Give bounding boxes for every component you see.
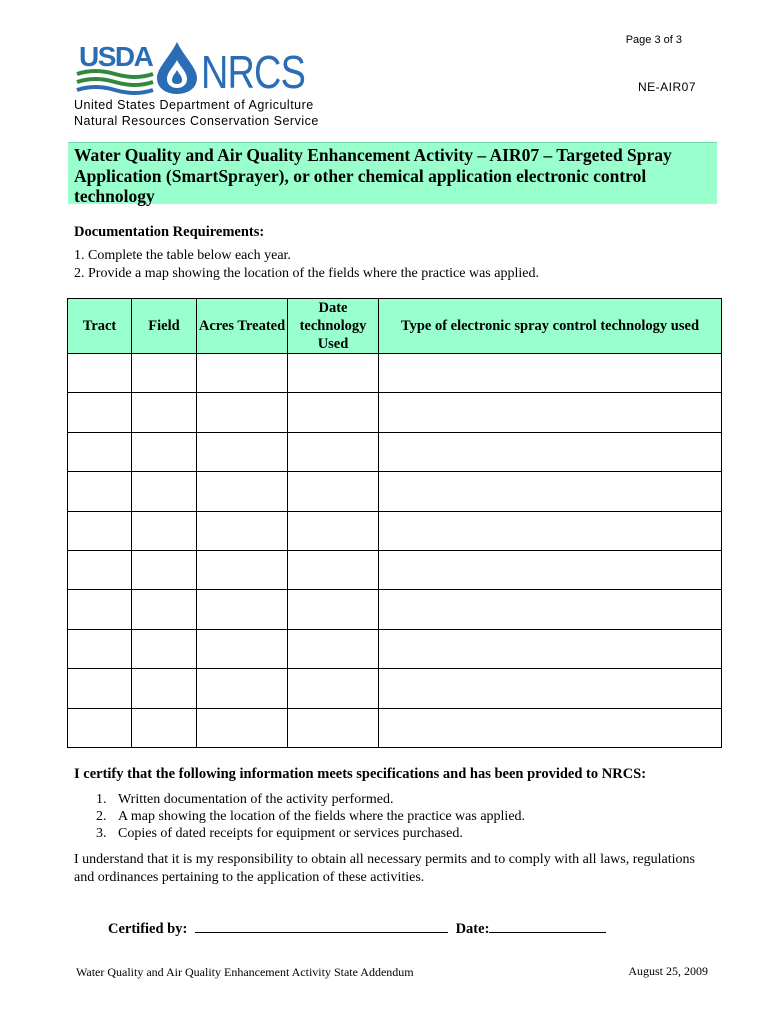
field-cell[interactable]: [132, 669, 197, 708]
acres-treated-cell[interactable]: [197, 669, 288, 708]
technology-type-cell[interactable]: [379, 354, 722, 393]
table-row: [68, 708, 722, 747]
certified-by-blank[interactable]: [195, 918, 448, 933]
certified-by-label: Certified by:: [108, 921, 188, 937]
field-cell[interactable]: [132, 590, 197, 629]
technology-type-cell[interactable]: [379, 432, 722, 471]
field-cell[interactable]: [132, 432, 197, 471]
tract-cell[interactable]: [68, 432, 132, 471]
table-row: [68, 472, 722, 511]
logo-usda-text: USDA: [79, 41, 153, 72]
activity-log-table: [67, 298, 722, 748]
compliance-statement: I understand that it is my responsibility to obtain all necessary permits and to comply with all laws, regulations and ordinances pertaining to the application of these activities.: [74, 852, 695, 885]
technology-type-cell[interactable]: [379, 472, 722, 511]
technology-type-cell[interactable]: [379, 708, 722, 747]
footer-addendum: Water Quality and Air Quality Enhancement Activity State Addendum: [76, 965, 414, 979]
table-row: [68, 590, 722, 629]
acres-treated-cell[interactable]: [197, 629, 288, 668]
water-drop-icon: [157, 42, 197, 94]
date-used-cell[interactable]: [288, 669, 379, 708]
agency-line-usda: United States Department of Agriculture: [74, 98, 314, 112]
field-cell[interactable]: [132, 511, 197, 550]
col-header-field: Field: [132, 299, 197, 354]
col-header-tract: Tract: [68, 299, 132, 354]
date-used-cell[interactable]: [288, 550, 379, 589]
technology-type-cell[interactable]: [379, 590, 722, 629]
footer-date: August 25, 2009: [628, 964, 708, 978]
col-header-date-technology-used: Date technology Used: [288, 299, 379, 354]
certification-heading: I certify that the following information meets specifications and has been provided to NRCS:: [74, 766, 647, 782]
certification-item-text: Written documentation of the activity performed.: [118, 792, 394, 807]
documentation-requirements-list: [74, 247, 539, 283]
field-cell[interactable]: [132, 393, 197, 432]
date-used-cell[interactable]: [288, 472, 379, 511]
agency-line-nrcs: Natural Resources Conservation Service: [74, 114, 319, 128]
certification-list: [96, 791, 525, 842]
table-row: [68, 550, 722, 589]
signature-line: [108, 918, 606, 938]
acres-treated-cell[interactable]: [197, 432, 288, 471]
field-cell[interactable]: [132, 629, 197, 668]
certification-item: [96, 791, 525, 808]
page-number: Page 3 of 3: [625, 34, 682, 46]
date-blank[interactable]: [489, 918, 606, 933]
usda-nrcs-logo: [77, 38, 307, 96]
technology-type-cell[interactable]: [379, 669, 722, 708]
table-row: [68, 432, 722, 471]
table-body: [68, 354, 722, 748]
technology-type-cell[interactable]: [379, 550, 722, 589]
tract-cell[interactable]: [68, 629, 132, 668]
acres-treated-cell[interactable]: [197, 550, 288, 589]
tract-cell[interactable]: [68, 708, 132, 747]
logo-blue-swoosh-bottom: [77, 87, 153, 93]
logo-green-swoosh-mid: [77, 79, 153, 85]
date-used-cell[interactable]: [288, 708, 379, 747]
certification-item-number: 2.: [96, 809, 107, 824]
acres-treated-cell[interactable]: [197, 708, 288, 747]
tract-cell[interactable]: [68, 354, 132, 393]
document-title: Water Quality and Air Quality Enhancement Activity – AIR07 – Targeted Spray Application (SmartSprayer), or other chemical application electronic control technology: [68, 142, 717, 204]
date-used-cell[interactable]: [288, 590, 379, 629]
field-cell[interactable]: [132, 708, 197, 747]
date-used-cell[interactable]: [288, 393, 379, 432]
acres-treated-cell[interactable]: [197, 511, 288, 550]
table-row: [68, 354, 722, 393]
table-header-row: [68, 299, 722, 354]
tract-cell[interactable]: [68, 669, 132, 708]
document-code: NE-AIR07: [637, 80, 696, 94]
date-used-cell[interactable]: [288, 511, 379, 550]
field-cell[interactable]: [132, 354, 197, 393]
requirement-item: 1. Complete the table below each year.: [74, 248, 291, 263]
date-used-cell[interactable]: [288, 432, 379, 471]
tract-cell[interactable]: [68, 511, 132, 550]
col-header-technology-type: Type of electronic spray control technology used: [379, 299, 722, 354]
technology-type-cell[interactable]: [379, 393, 722, 432]
date-used-cell[interactable]: [288, 354, 379, 393]
date-used-cell[interactable]: [288, 629, 379, 668]
tract-cell[interactable]: [68, 393, 132, 432]
technology-type-cell[interactable]: [379, 511, 722, 550]
tract-cell[interactable]: [68, 550, 132, 589]
certification-item: [96, 808, 525, 825]
documentation-requirements-heading: Documentation Requirements:: [74, 224, 265, 240]
certification-item: [96, 825, 525, 842]
certification-item-number: 1.: [96, 792, 107, 807]
requirement-item: 2. Provide a map showing the location of the fields where the practice was applied.: [74, 266, 539, 281]
logo-nrcs-text: NRCS: [201, 46, 305, 98]
col-header-acres-treated: Acres Treated: [197, 299, 288, 354]
date-label: Date:: [455, 921, 490, 937]
tract-cell[interactable]: [68, 472, 132, 511]
table-row: [68, 669, 722, 708]
certification-item-text: A map showing the location of the fields where the practice was applied.: [118, 809, 526, 824]
certification-item-text: Copies of dated receipts for equipment or services purchased.: [118, 826, 463, 841]
certification-item-number: 3.: [96, 826, 107, 841]
acres-treated-cell[interactable]: [197, 393, 288, 432]
agency-name: [74, 97, 319, 129]
table-row: [68, 629, 722, 668]
table-row: [68, 393, 722, 432]
technology-type-cell[interactable]: [379, 629, 722, 668]
tract-cell[interactable]: [68, 590, 132, 629]
acres-treated-cell[interactable]: [197, 354, 288, 393]
field-cell[interactable]: [132, 550, 197, 589]
table-row: [68, 511, 722, 550]
acres-treated-cell[interactable]: [197, 472, 288, 511]
acres-treated-cell[interactable]: [197, 590, 288, 629]
field-cell[interactable]: [132, 472, 197, 511]
